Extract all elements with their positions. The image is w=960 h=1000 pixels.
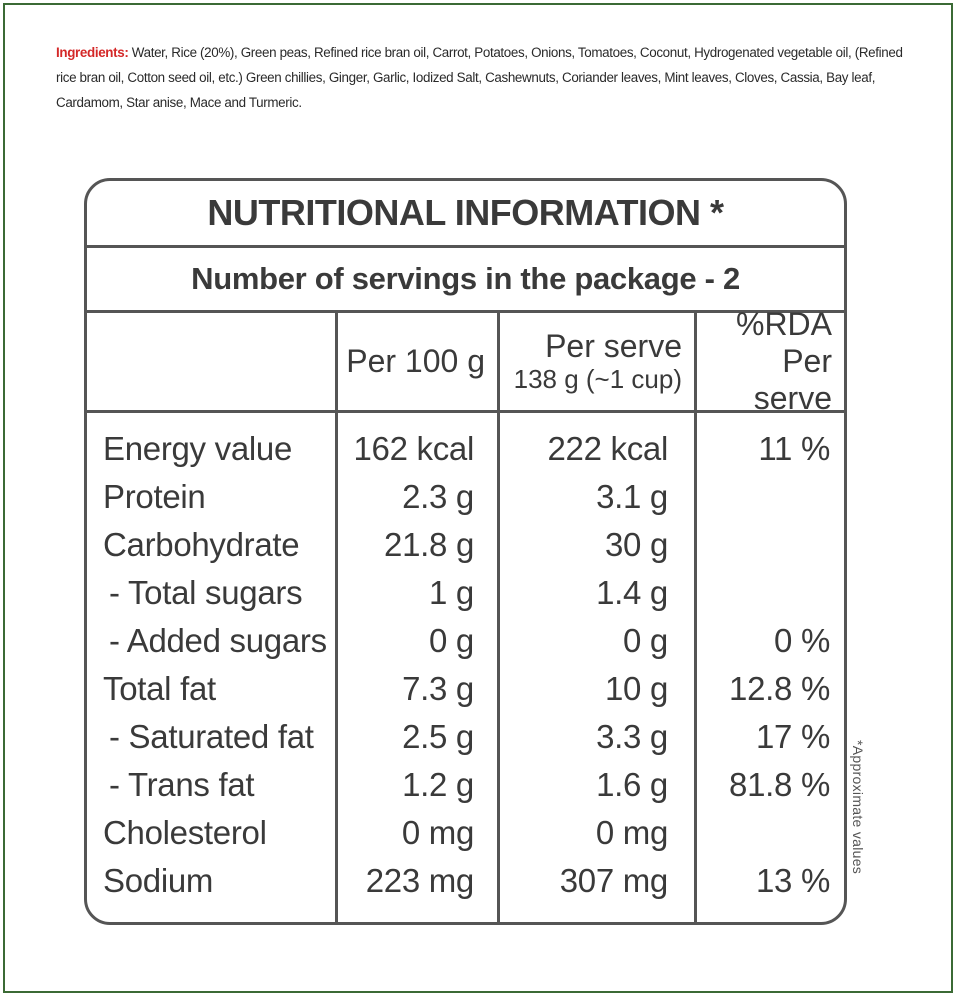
nutrient-name: Cholesterol (103, 814, 267, 851)
table-row (87, 617, 844, 664)
nutrient-name: - Trans fat (109, 766, 255, 803)
value-rda: 11 % (758, 430, 830, 467)
table-row (87, 521, 844, 568)
ingredients-label: Ingredients: (56, 45, 129, 60)
value-perserve: 0 g (623, 622, 668, 659)
value-perserve: 30 g (604, 526, 668, 563)
value-perserve: 1.4 g (596, 574, 668, 611)
table-row (87, 665, 844, 712)
header-rda (697, 306, 844, 416)
table-row (87, 473, 844, 520)
value-per100: 162 kcal (353, 430, 474, 467)
nutrient-name: - Total sugars (109, 574, 303, 611)
value-per100: 2.5 g (402, 718, 474, 755)
nutrient-name: - Saturated fat (109, 718, 314, 755)
value-rda: 12.8 % (729, 670, 830, 707)
nutrition-panel (84, 178, 847, 925)
value-per100: 1 g (429, 574, 474, 611)
header-perserve-line2: 138 g (~1 cup) (513, 363, 682, 394)
header-perserve-line1: Per serve (545, 328, 682, 365)
header-per100-label: Per 100 g (346, 343, 485, 380)
nutrient-name: Total fat (103, 670, 216, 707)
table-row (87, 809, 844, 856)
value-perserve: 10 g (604, 670, 668, 707)
table-row (87, 425, 844, 472)
nutrition-title: NUTRITIONAL INFORMATION * (87, 181, 844, 248)
value-per100: 21.8 g (384, 526, 474, 563)
nutrient-name: Protein (103, 478, 206, 515)
ingredients-text (56, 40, 916, 115)
value-rda: 81.8 % (729, 766, 830, 803)
header-per100 (338, 313, 497, 410)
servings-info: Number of servings in the package - 2 (87, 248, 844, 313)
table-row (87, 713, 844, 760)
header-rda-line2: Per serve (753, 343, 832, 416)
value-rda: 13 % (755, 862, 830, 899)
value-perserve: 1.6 g (596, 766, 668, 803)
header-perserve (500, 313, 694, 410)
nutrient-name: Carbohydrate (103, 526, 300, 563)
value-perserve: 0 mg (595, 814, 668, 851)
table-row (87, 761, 844, 808)
value-per100: 2.3 g (402, 478, 474, 515)
value-rda: 17 % (755, 718, 830, 755)
value-rda: 0 % (774, 622, 830, 659)
value-perserve: 307 mg (559, 862, 668, 899)
ingredients-list: Water, Rice (20%), Green peas, Refined rice bran oil, Carrot, Potatoes, Onions, Tomatoes, Coconut, Hydrogenated vegetable oil, (Refined rice bran oil, Cotton seed oil, etc.) Green chillies, Ginger, Garlic, Iodized Salt, Cashewnuts, Coriander leaves, Mint leaves, Cloves, Cassia, Bay leaf, Cardamom, Star anise, Mace and Turmeric. (56, 45, 903, 110)
header-rda-line1: %RDA (735, 306, 832, 343)
table-row (87, 857, 844, 904)
approximate-values-note: *Approximate values (850, 740, 866, 875)
table-row (87, 569, 844, 616)
nutrient-name: Energy value (103, 430, 293, 467)
value-perserve: 3.1 g (596, 478, 668, 515)
value-per100: 0 mg (401, 814, 474, 851)
value-per100: 7.3 g (402, 670, 474, 707)
value-per100: 1.2 g (402, 766, 474, 803)
nutrient-name: - Added sugars (109, 622, 327, 659)
value-per100: 223 mg (365, 862, 474, 899)
nutrient-name: Sodium (103, 862, 214, 899)
value-per100: 0 g (429, 622, 474, 659)
value-perserve: 3.3 g (596, 718, 668, 755)
value-perserve: 222 kcal (547, 430, 668, 467)
